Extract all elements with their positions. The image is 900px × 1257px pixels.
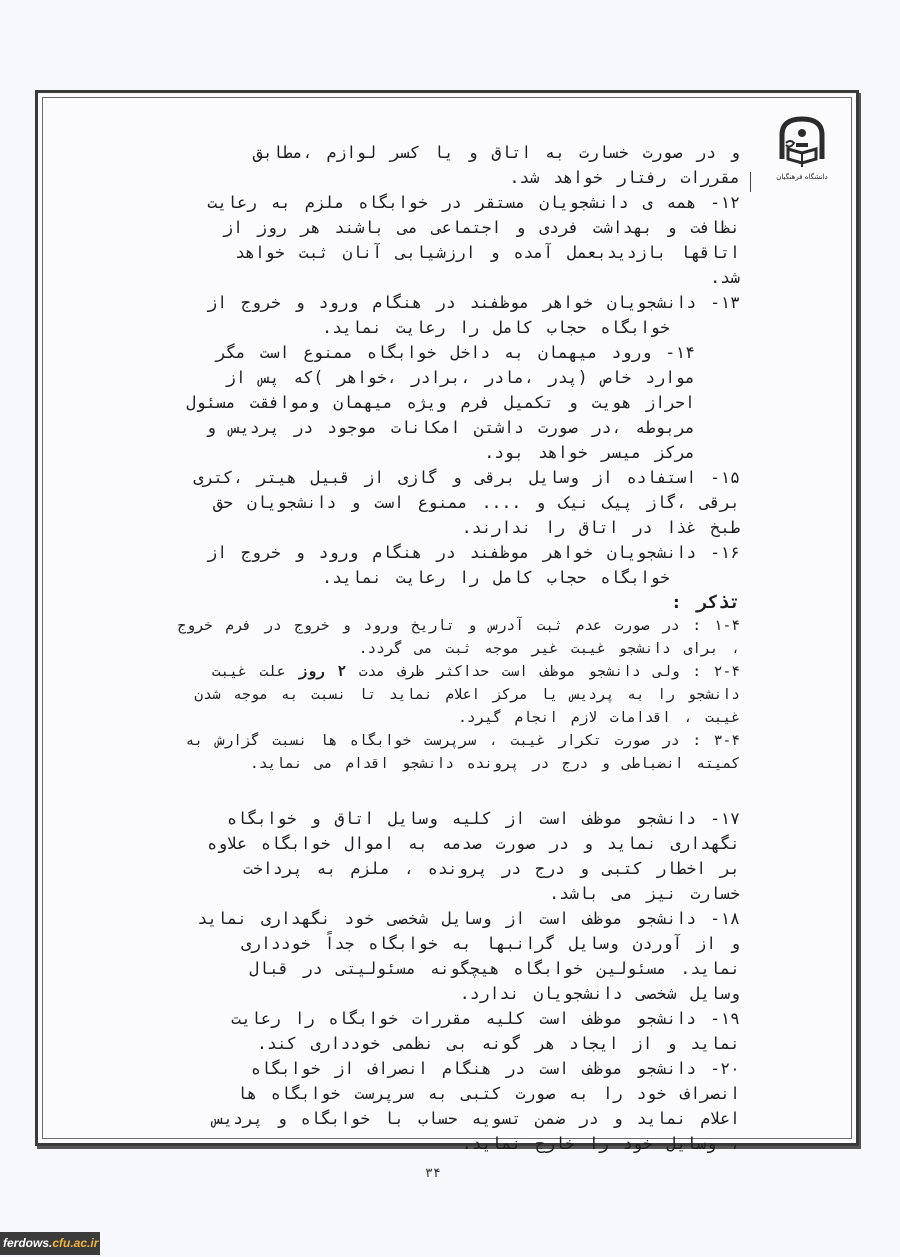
rule-14: [90, 340, 740, 465]
text-line: و از آوردن وسایل گرانبها به خوابگاه جداً خودداری: [241, 934, 740, 953]
university-logo-icon: [772, 113, 832, 183]
svg-text:دانشگاه فرهنگیان: دانشگاه فرهنگیان: [776, 173, 828, 181]
text-line: طبخ غذا در اتاق را ندارند.: [461, 518, 740, 537]
text-line: دانشجو را به پردیس یا مرکز اعلام نماید تا نسبت به موجه شدن: [194, 687, 740, 703]
text-line: نظافت و بهداشت فردی و اجتماعی می باشند هر روز از: [223, 218, 740, 237]
page-number: ۳۴: [425, 1166, 441, 1181]
text-line: ۱۹- دانشجو موظف است کلیه مقررات خوابگاه را رعایت: [231, 1009, 740, 1028]
text-line: بر اخطار کتبی و درج در پرونده ، ملزم به پرداخت: [243, 859, 740, 878]
text-line: مرکز میسر خواهد بود.: [484, 443, 695, 462]
highlight-duration: ۲ روز: [298, 664, 347, 680]
text-fragment: علت غیبت: [211, 664, 299, 680]
text-line: وسایل شخصی دانشجویان ندارد.: [459, 984, 740, 1003]
text-line: نگهداری نماید و در صورت صدمه به اموال خوابگاه علاوه: [207, 834, 740, 853]
text-line: نماید و از ایجاد هر گونه بی نظمی خودداری کند.: [256, 1034, 740, 1053]
text-line: شد.: [710, 268, 740, 287]
text-line: ۱۵- استفاده از وسایل برقی و گازی از قبیل هیتر ،کتری: [193, 468, 740, 487]
text-line: ۱۴- ورود میهمان به داخل خوابگاه ممنوع است مگر: [215, 343, 695, 362]
text-line: خسارت نیز می باشد.: [549, 884, 740, 903]
text-line: ۳-۴ : در صورت تکرار غیبت ، سرپرست خوابگاه ها نسبت گزارش به: [185, 733, 740, 749]
text-line: انصراف خود را به صورت کتبی به سرپرست خوابگاه ها: [237, 1084, 740, 1103]
text-line: خوابگاه حجاب کامل را رعایت نماید.: [322, 318, 670, 337]
watermark-host: ferdows.: [3, 1236, 53, 1250]
spacer: [90, 776, 740, 806]
text-line: خوابگاه حجاب کامل را رعایت نماید.: [322, 568, 670, 587]
text-line: اتاقها بازدیدبعمل آمده و ارزشیابی آنان ثبت خواهد: [235, 243, 740, 262]
text-line: ۲۰- دانشجو موظف است در هنگام انصراف از خوابگاه: [251, 1059, 740, 1078]
rule-16: [90, 540, 740, 590]
note-heading: تذکر :: [670, 592, 740, 613]
document-body: [90, 140, 740, 1156]
rule-17: [90, 806, 740, 906]
text-fragment: ۲-۴ : ولی دانشجو موظف است حداکثر ظرف مدت: [346, 664, 740, 680]
text-line: [90, 661, 740, 684]
margin-mark: [750, 172, 751, 192]
text-line: اعلام نماید و در ضمن تسویه حساب با خوابگاه و پردیس: [213, 1109, 740, 1128]
note-1: [90, 615, 740, 661]
note-3: [90, 730, 740, 776]
text-line: و در صورت خسارت به اتاق و یا کسر لوازم ،مطابق: [252, 143, 740, 162]
rule-15: [90, 465, 740, 540]
text-line: کمیته انضباطی و درج در پرونده دانشجو اقدام می نماید.: [250, 756, 740, 772]
rule-18: [90, 906, 740, 1006]
text-line: برقی ،گاز پیک نیک و .... ممنوع است و دانشجویان حق: [213, 493, 740, 512]
text-line: ۱-۴ : در صورت عدم ثبت آدرس و تاریخ ورود و خروج در فرم خروج: [177, 618, 740, 634]
text-line: ۱۶- دانشجویان خواهر موظفند در هنگام ورود و خروج از: [207, 543, 740, 562]
text-line: ۱۸- دانشجو موظف است از وسایل شخصی خود نگهداری نماید: [197, 909, 740, 928]
text-line: نماید. مسئولین خوابگاه هیچگونه مسئولیتی در قبال: [249, 959, 740, 978]
site-watermark[interactable]: [0, 1232, 100, 1255]
text-line: احراز هویت و تکمیل فرم ویژه میهمان وموافقت مسئول: [186, 393, 695, 412]
text-line: ، وسایل خود را خارج نماید.: [461, 1134, 740, 1153]
rule-20: [90, 1056, 740, 1156]
text-line: ، برای دانشجو غیبت غیر موجه ثبت می گردد.: [358, 641, 740, 657]
text-line: مربوطه ،در صورت داشتن امکانات موجود در پردیس و: [206, 418, 695, 437]
text-line: غیبت ، اقدامات لازم انجام گیرد.: [458, 710, 740, 726]
text-line: مقررات رفتار خواهد شد.: [509, 168, 740, 187]
rule-12: [90, 190, 740, 290]
note-2: [90, 661, 740, 730]
text-line: ۱۳- دانشجویان خواهر موظفند در هنگام ورود و خروج از: [207, 293, 740, 312]
text-line: ۱۲- همه ی دانشجویان مستقر در خوابگاه ملزم به رعایت: [207, 193, 740, 212]
watermark-domain: cfu.ac.ir: [52, 1236, 99, 1250]
rule-19: [90, 1006, 740, 1056]
text-line: ۱۷- دانشجو موظف است از کلیه وسایل اتاق و خوابگاه: [227, 809, 740, 828]
text-line: موارد خاص (پدر ،مادر ،برادر ،خواهر )که پس از: [225, 368, 695, 387]
rule-13: [90, 290, 740, 340]
intro-paragraph: [90, 140, 740, 190]
